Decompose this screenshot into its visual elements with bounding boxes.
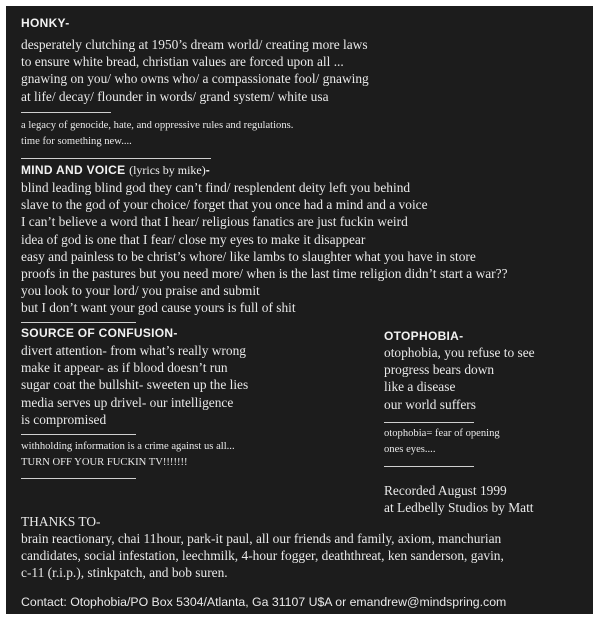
divider: [21, 434, 136, 435]
honky-lyrics: [21, 36, 369, 105]
lyric-line: you look to your lord/ you praise and submit: [21, 283, 260, 299]
lyric-line: proofs in the pastures but you need more/ when is the last time religion didn’t start a war??: [21, 266, 508, 282]
lyric-line: like a disease: [384, 379, 456, 395]
otophobia-notes: [384, 426, 500, 458]
honky-notes: [21, 118, 293, 150]
thanks-line: brain reactionary, chai 11hour, park-it paul, all our friends and family, axiom, manchurian: [21, 531, 502, 546]
thanks-line: candidates, social infestation, leechmilk, 4-hour fogger, deaththreat, ken sanderson, gavin,: [21, 548, 504, 564]
lyric-line: our world suffers: [384, 396, 476, 412]
recorded-line: Recorded August 1999: [384, 483, 507, 498]
lyric-line: is compromised: [21, 411, 107, 427]
note-line: a legacy of genocide, hate, and oppressive rules and regulations.: [21, 120, 294, 131]
lyric-line: but I don’t want your god cause yours is full of shit: [21, 300, 296, 316]
note-line: time for something new....: [21, 136, 132, 147]
lyric-line: media serves up drivel- our intelligence: [21, 394, 234, 410]
divider: [21, 322, 136, 323]
note-line: otophobia= fear of opening: [384, 428, 500, 439]
divider: [384, 466, 474, 467]
lyric-line: desperately clutching at 1950’s dream world/ creating more laws: [21, 37, 368, 52]
lyric-line: to ensure white bread, christian values are forced upon all ...: [21, 54, 344, 70]
lyric-line: gnawing on you/ who owns who/ a compassionate fool/ gnawing: [21, 71, 369, 87]
lyric-line: divert attention- from what’s really wrong: [21, 343, 246, 358]
liner-notes-sheet: [6, 6, 593, 614]
divider: [21, 158, 211, 159]
confusion-title: SOURCE OF CONFUSION-: [21, 326, 178, 340]
recording-credit: [384, 482, 534, 516]
lyric-line: at life/ decay/ flounder in words/ grand system/ white usa: [21, 88, 329, 104]
lyric-line: progress bears down: [384, 362, 495, 378]
divider: [384, 422, 474, 423]
recorded-line: at Ledbelly Studios by Matt: [384, 500, 534, 516]
note-line: ones eyes....: [384, 444, 436, 455]
lyric-line: idea of god is one that I fear/ close my eyes to make it disappear: [21, 231, 366, 247]
lyric-line: make it appear- as if blood doesn’t run: [21, 360, 228, 376]
thanks-list: [21, 530, 504, 582]
confusion-lyrics: [21, 342, 248, 428]
lyric-line: slave to the god of your choice/ forget that you once had a mind and a voice: [21, 197, 428, 213]
divider: [21, 478, 136, 479]
mind-lyrics: [21, 179, 508, 317]
divider: [21, 112, 111, 113]
note-line: withholding information is a crime against us all...: [21, 441, 235, 452]
contact-info: Contact: Otophobia/PO Box 5304/Atlanta, Ga 31107 U$A or emandrew@mindspring.com: [21, 595, 507, 609]
mind-title: MIND AND VOICE (lyrics by mike)-: [21, 163, 211, 177]
honky-title: HONKY-: [21, 16, 70, 30]
note-line: TURN OFF YOUR FUCKIN TV!!!!!!!: [21, 457, 188, 468]
lyric-line: blind leading blind god they can’t find/ resplendent deity left you behind: [21, 180, 411, 195]
confusion-notes: [21, 439, 235, 471]
thanks-title: THANKS TO-: [21, 514, 101, 529]
otophobia-lyrics: [384, 344, 535, 413]
lyric-line: sugar coat the bullshit- sweeten up the lies: [21, 377, 249, 393]
lyric-line: easy and painless to be christ’s whore/ like lambs to slaughter what you have in store: [21, 248, 476, 264]
thanks-line: c-11 (r.i.p.), stinkpatch, and bob suren.: [21, 565, 228, 581]
lyric-line: otophobia, you refuse to see: [384, 345, 535, 360]
otophobia-title: OTOPHOBIA-: [384, 329, 464, 343]
lyric-line: I can’t believe a word that I hear/ religious fanatics are just fuckin weird: [21, 214, 408, 230]
